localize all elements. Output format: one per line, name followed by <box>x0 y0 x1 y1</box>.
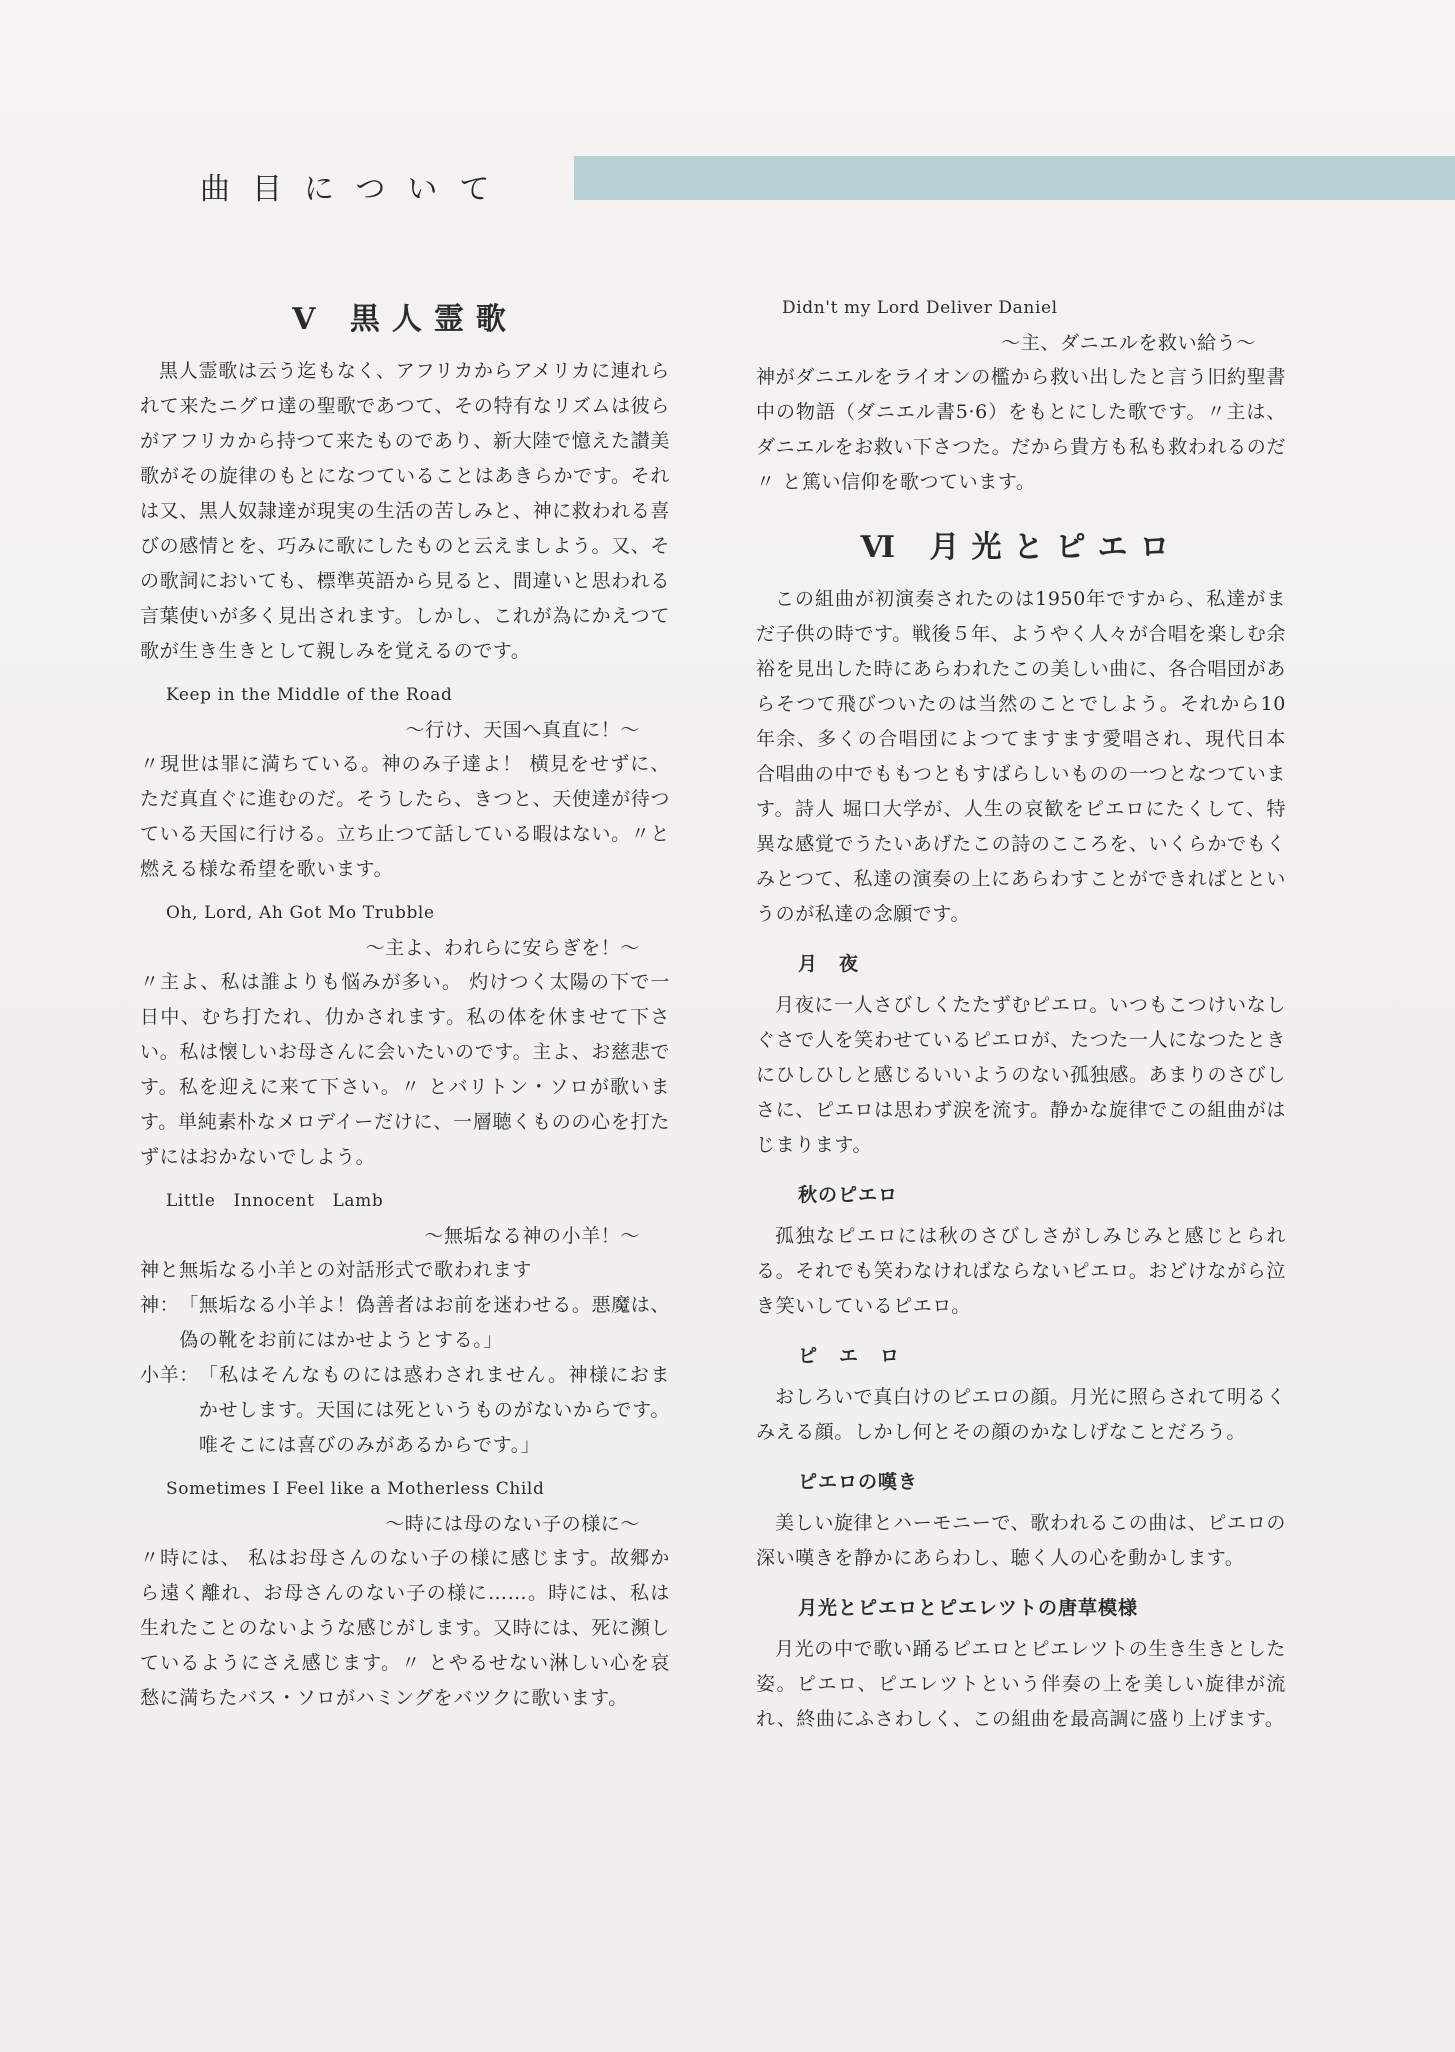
movement-description: 美しい旋律とハーモニーで、歌われるこの曲は、ピエロの深い嘆きを静かにあらわし、聴く人の心を動かします。 <box>756 1512 1286 1569</box>
movement-block <box>756 1468 1286 1576</box>
section-heading-negro-spirituals: Ⅴ 黒人霊歌 <box>292 302 518 337</box>
song-title-japanese: 〜主、ダニエルを救い給う〜 <box>1001 332 1256 354</box>
song-block <box>756 296 1286 500</box>
song-description: 神がダニエルをライオンの檻から救い出したと言う旧約聖書中の物語（ダニエル書5·6）をもとにした歌です。〃主は、ダニエルをお救い下さつた。だから貴方も私も救われるのだ〃 と篤い信仰を歌つています。 <box>756 366 1286 493</box>
dialogue-text: 「無垢なる小羊よ！偽善者はお前を迷わせる。悪魔は、偽の靴をお前にはかせようとする。」 <box>179 1294 670 1351</box>
right-column <box>756 296 1286 1737</box>
song-description: 神と無垢なる小羊との対話形式で歌われます <box>140 1259 533 1281</box>
song-title-english: Didn't my Lord Deliver Daniel <box>782 298 1058 318</box>
song-title-english: Keep in the Middle of the Road <box>166 685 453 705</box>
song-title-japanese: 〜主よ、われらに安らぎを！〜 <box>365 937 640 959</box>
dialogue-line <box>140 1358 670 1463</box>
song-block <box>140 683 670 887</box>
movement-block <box>756 1181 1286 1324</box>
song-title-english: Sometimes I Feel like a Motherless Child <box>166 1479 545 1499</box>
dialogue-text: 「私はそんなものには惑わされません。神様におまかせします。天国には死というものがないからです。唯そこには喜びのみがあるからです。」 <box>198 1364 670 1456</box>
movement-block <box>756 1594 1286 1737</box>
dialogue-line <box>140 1288 670 1358</box>
song-title-japanese: 〜無垢なる神の小羊！〜 <box>424 1225 640 1247</box>
dialogue-speaker: 小羊： <box>140 1364 199 1386</box>
page-title: 曲目について <box>200 172 512 207</box>
movement-description: 孤独なピエロには秋のさびしさがしみじみと感じとられる。それでも笑わなければならないピエロ。おどけながら泣き笑いしているピエロ。 <box>756 1225 1286 1317</box>
song-description: 〃現世は罪に満ちている。神のみ子達よ！ 横見をせずに、ただ真直ぐに進むのだ。そうしたら、きつと、天使達が待つている天国に行ける。立ち止つて話している暇はない。〃と燃える様な希望を歌います。 <box>140 753 670 880</box>
spirituals-intro: 黒人霊歌は云う迄もなく、アフリカからアメリカに連れられて来たニグロ達の聖歌であつて、その特有なリズムは彼らがアフリカから持つて来たものであり、新大陸で憶えた讃美歌がその旋律のもとになつていることはあきらかです。それは又、黒人奴隷達が現実の生活の苦しみと、神に救われる喜びの感情とを、巧みに歌にしたものと云えましよう。又、その歌詞においても、標準英語から見ると、間違いと思われる言葉使いが多く見出されます。しかし、これが為にかえつて歌が生き生きとして親しみを覚えるのです。 <box>140 360 670 662</box>
left-column <box>140 296 670 1716</box>
movement-title: 秋のピエロ <box>798 1184 899 1206</box>
header-accent-bar <box>574 156 1455 200</box>
section-heading-moonlight-and-pierrot: Ⅵ 月光とピエロ <box>860 530 1182 565</box>
song-title-english: Little Innocent Lamb <box>166 1191 384 1211</box>
song-description: 〃主よ、私は誰よりも悩みが多い。 灼けつく太陽の下で一日中、むち打たれ、仂かされます。私の体を休ませて下さい。私は懐しいお母さんに会いたいのです。主よ、お慈悲です。私を迎えに来て下さい。〃 とバリトン・ソロが歌います。単純素朴なメロデイーだけに、一層聴くものの心を打たずにはおかないでしよう。 <box>140 971 670 1168</box>
movement-description: 月夜に一人さびしくたたずむピエロ。いつもこつけいなしぐさで人を笑わせているピエロが、たつた一人になつたときにひしひしと感じるいいようのない孤独感。あまりのさびしさに、ピエロは思わず涙を流す。静かな旋律でこの組曲がはじまります。 <box>756 994 1286 1156</box>
movement-title: ピエロの嘆き <box>798 1471 919 1493</box>
song-block <box>140 1477 670 1716</box>
song-title-japanese: 〜行け、天国へ真直に！〜 <box>405 719 640 741</box>
movement-title: 月光とピエロとピエレツトの唐草模様 <box>798 1597 1139 1619</box>
suite-intro: この組曲が初演奏されたのは1950年ですから、私達がまだ子供の時です。戦後５年、ようやく人々が合唱を楽しむ余裕を見出した時にあらわれたこの美しい曲に、各合唱団があらそつて飛びついたのは当然のことでしよう。それから10年余、多くの合唱団によつてますます愛唱され、現代日本合唱曲の中でももつともすばらしいものの一つとなつています。詩人 堀口大学が、人生の哀歓をピエロにたくして、特異な感覚でうたいあげたこの詩のこころを、いくらかでもくみとつて、私達の演奏の上にあらわすことができればとというのが私達の念願です。 <box>756 588 1286 925</box>
song-description: 〃時には、 私はお母さんのない子の様に感じます。故郷から遠く離れ、お母さんのない子の様に……。時には、私は生れたことのないような感じがします。又時には、死に瀕しているようにさえ感じます。〃 とやるせない淋しい心を哀愁に満ちたバス・ソロがハミングをバツクに歌います。 <box>140 1547 670 1709</box>
movement-title: 月夜 <box>798 953 881 975</box>
movement-description: 月光の中で歌い踊るピエロとピエレツトの生き生きとした姿。ピエロ、ピエレツトという伴奏の上を美しい旋律が流れ、終曲にふさわしく、この組曲を最高調に盛り上げます。 <box>756 1638 1286 1730</box>
movement-description: おしろいで真白けのピエロの顔。月光に照らされて明るくみえる顔。しかし何とその顔のかなしげなことだろう。 <box>756 1386 1286 1443</box>
movement-block <box>756 950 1286 1163</box>
song-title-japanese: 〜時には母のない子の様に〜 <box>385 1513 640 1535</box>
dialogue-speaker: 神： <box>140 1294 180 1316</box>
song-block <box>140 901 670 1175</box>
song-title-english: Oh, Lord, Ah Got Mo Trubble <box>166 903 435 923</box>
movement-title: ピエロ <box>798 1345 922 1367</box>
song-block <box>140 1189 670 1463</box>
movement-block <box>756 1342 1286 1450</box>
